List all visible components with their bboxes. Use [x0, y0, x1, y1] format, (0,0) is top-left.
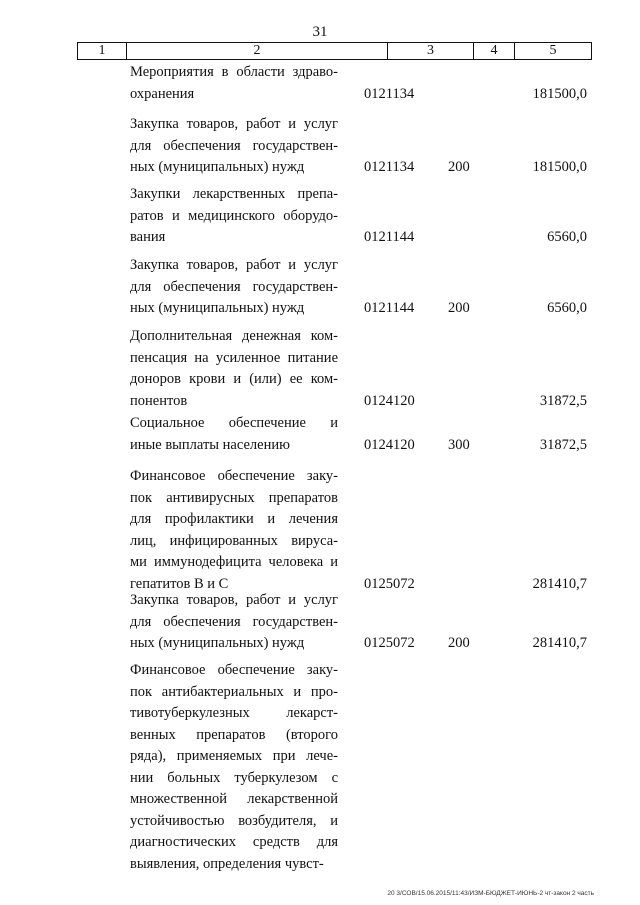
description-line: Закупка товаров, работ и услуг	[130, 592, 338, 608]
page-number: 31	[312, 24, 328, 40]
column-header-5: 5	[515, 43, 592, 60]
description-line: лиц, инфицированных вируса-	[130, 532, 338, 549]
description-line: гепатитов В и С	[130, 575, 229, 592]
row-amount: 6560,0	[547, 300, 587, 316]
description-line: для обеспечения государствен-	[130, 278, 338, 295]
row-expense-type: 200	[448, 159, 470, 175]
description-line: венных препаратов (второго	[130, 726, 338, 743]
description-line: ми иммунодефицита человека и	[130, 554, 338, 570]
row-description	[130, 62, 338, 105]
row-description	[130, 255, 338, 320]
description-line: Социальное обеспечение и	[130, 415, 338, 431]
row-amount: 281410,7	[532, 575, 587, 592]
row-expense-type: 200	[448, 300, 470, 316]
description-line: Мероприятия в области здраво-	[130, 64, 338, 80]
row-expense-type: 300	[448, 436, 470, 453]
document-footer: 20 3/СОВ/15.06.2015/11:43/ИЗМ-БЮДЖЕТ-ИЮНЬ-2 чт-закон 2 часть	[387, 890, 594, 897]
row-description	[130, 326, 338, 412]
row-description	[130, 184, 338, 249]
description-line: Финансовое обеспечение заку-	[130, 468, 338, 484]
description-line: диагностических средств для	[130, 834, 338, 850]
row-code: 0121144	[364, 229, 415, 245]
row-amount: 281410,7	[532, 635, 587, 651]
row-description	[130, 466, 338, 595]
description-line: ряда), применяемых при лече-	[130, 748, 338, 764]
description-line: Закупка товаров, работ и услуг	[130, 257, 338, 273]
description-line: Дополнительная денежная ком-	[130, 328, 338, 344]
description-line: для обеспечения государствен-	[130, 613, 338, 630]
description-line: доноров крови и (или) ее ком-	[130, 371, 338, 387]
description-line: нии больных туберкулезом с	[130, 769, 338, 786]
description-line: ных (муниципальных) нужд	[130, 300, 305, 316]
column-header-table	[77, 42, 592, 60]
row-code: 0124120	[364, 392, 415, 409]
description-line: пок антибактериальных и про-	[130, 683, 338, 700]
column-header-2: 2	[127, 43, 388, 60]
description-line: понентов	[130, 392, 188, 409]
description-line: вания	[130, 229, 166, 245]
description-line: устойчивостью возбудителя, и	[130, 812, 338, 829]
description-line: тивотуберкулезных лекарст-	[130, 705, 338, 721]
row-description	[130, 114, 338, 179]
description-line: для обеспечения государствен-	[130, 137, 338, 154]
description-line: Закупки лекарственных препа-	[130, 186, 338, 202]
row-expense-type: 200	[448, 635, 470, 651]
description-line: ных (муниципальных) нужд	[130, 159, 305, 175]
description-line: множественной лекарственной	[130, 791, 338, 807]
description-line: охранения	[130, 85, 195, 102]
row-code: 0121134	[364, 85, 415, 102]
row-code: 0121134	[364, 159, 415, 175]
description-line: выявления, определения чувст-	[130, 855, 324, 872]
row-amount: 181500,0	[532, 159, 587, 175]
row-description	[130, 590, 338, 655]
row-amount: 31872,5	[539, 436, 587, 453]
column-header-3: 3	[388, 43, 474, 60]
row-amount: 31872,5	[539, 392, 587, 409]
description-line: Закупка товаров, работ и услуг	[130, 116, 338, 132]
row-amount: 6560,0	[547, 229, 587, 245]
row-code: 0125072	[364, 635, 415, 651]
row-description	[130, 413, 338, 456]
column-header-1: 1	[78, 43, 127, 60]
description-line: Финансовое обеспечение заку-	[130, 662, 338, 678]
description-line: ратов и медицинского оборудо-	[130, 207, 338, 224]
description-line: для профилактики и лечения	[130, 511, 338, 527]
row-code: 0125072	[364, 575, 415, 592]
row-description	[130, 660, 338, 875]
row-code: 0124120	[364, 436, 415, 453]
column-header-4: 4	[474, 43, 515, 60]
description-line: пок антивирусных препаратов	[130, 489, 338, 506]
description-line: пенсация на усиленное питание	[130, 349, 338, 366]
row-amount: 181500,0	[532, 85, 587, 102]
row-code: 0121144	[364, 300, 415, 316]
description-line: иные выплаты населению	[130, 436, 290, 453]
description-line: ных (муниципальных) нужд	[130, 635, 305, 651]
